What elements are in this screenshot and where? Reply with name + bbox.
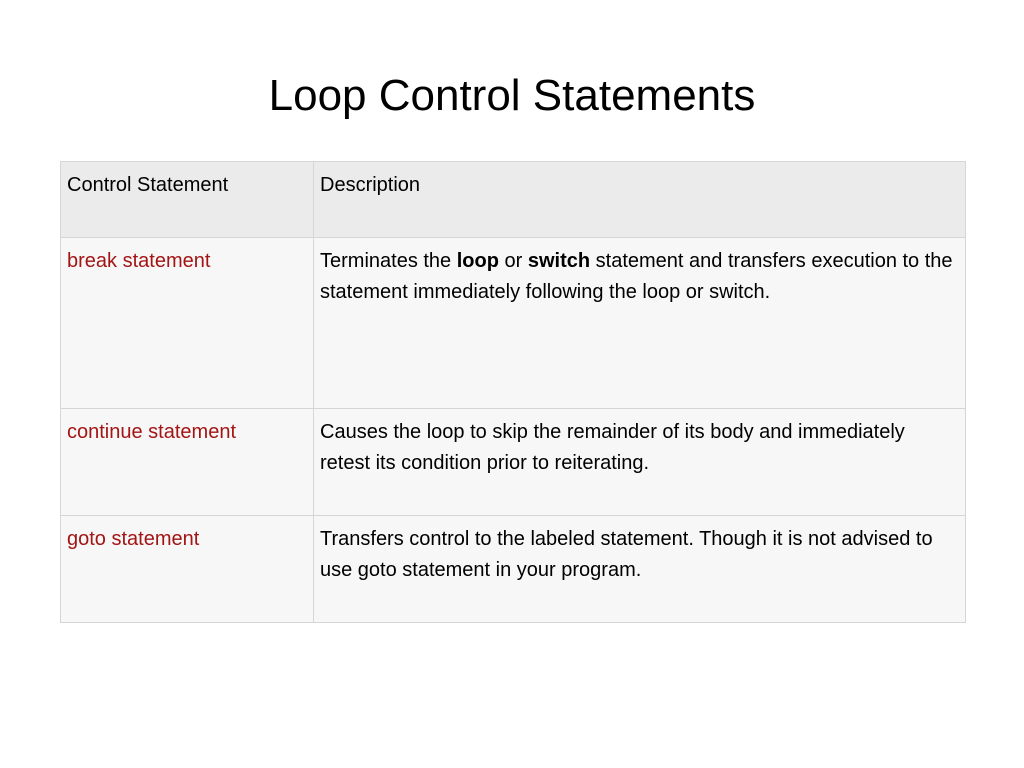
table-header-row [61, 162, 966, 238]
statement-name-goto: goto statement [61, 516, 314, 623]
statement-name-continue: continue statement [61, 409, 314, 516]
header-control-statement: Control Statement [61, 162, 314, 238]
desc-text: or [498, 250, 528, 272]
header-description: Description [314, 162, 966, 238]
desc-keyword-loop: loop [456, 250, 499, 272]
table-row [61, 238, 966, 409]
table-row [61, 516, 966, 623]
desc-text: Terminates the [320, 250, 457, 272]
statement-description-goto: Transfers control to the labeled statement. Though it is not advised to use goto statement in your program. [314, 516, 966, 623]
statement-description-continue: Causes the loop to skip the remainder of its body and immediately retest its condition prior to reiterating. [314, 409, 966, 516]
slide-title: Loop Control Statements [268, 71, 756, 120]
statement-name-break: break statement [61, 238, 314, 409]
desc-text: statement and transfers execution to the statement immediately following the loop or switch. [320, 250, 953, 303]
desc-keyword-switch: switch [527, 250, 591, 272]
table-row [61, 409, 966, 516]
control-statements-table [60, 161, 966, 623]
statement-description-break [314, 238, 966, 409]
